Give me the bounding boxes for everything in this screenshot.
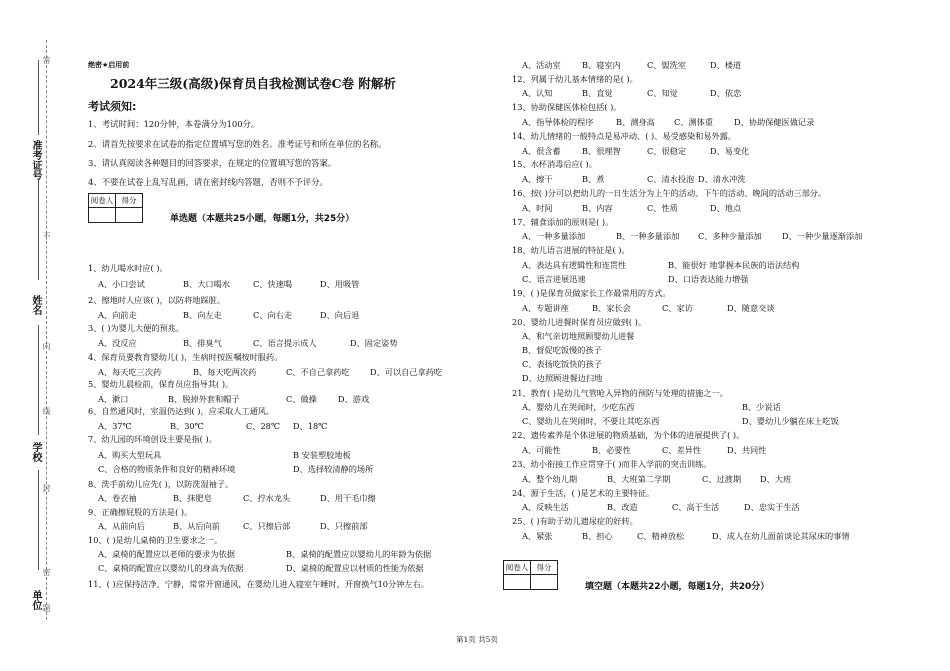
- secret-mark: 绝密★启用前: [88, 61, 130, 69]
- question-stem: 6、自然通风时，室温仍达到( )，应采取人工通风。: [88, 406, 275, 416]
- answer-option[interactable]: A、卷衣袖: [98, 493, 137, 503]
- answer-option[interactable]: A、认知: [522, 88, 553, 98]
- margin-label-name: 姓名: [30, 295, 41, 315]
- margin-char: 密: [42, 568, 51, 576]
- answer-option[interactable]: D、用干毛巾擦: [320, 493, 376, 503]
- answer-option[interactable]: D、易变化: [710, 146, 750, 156]
- answer-option[interactable]: A、很含蓄: [522, 146, 561, 156]
- answer-option[interactable]: B、担心: [582, 531, 613, 541]
- answer-option[interactable]: C、拧水龙头: [243, 493, 291, 503]
- question-stem: 10、( )是幼儿桌椅的卫生要求之一。: [88, 535, 223, 545]
- section-title-single-choice: 单选题（本题共25小题，每题1分，共25分）: [170, 214, 355, 224]
- answer-option[interactable]: C、精神放松: [637, 531, 685, 541]
- answer-option[interactable]: D、可以自己拿药吃: [370, 367, 443, 377]
- answer-option[interactable]: B、大口喝水: [183, 279, 230, 289]
- question-stem: 12、列属于幼儿基本情绪的是( )。: [512, 74, 638, 84]
- answer-option[interactable]: C、知觉: [647, 88, 678, 98]
- answer-option[interactable]: A、一种多量添加: [522, 231, 586, 241]
- question-stem: 9、正确擦屁股的方法是( )。: [88, 507, 193, 517]
- answer-option[interactable]: D、18℃: [293, 421, 328, 431]
- question-stem: 5、婴幼儿晨检前，保育员应指导其( )。: [88, 379, 234, 389]
- answer-option[interactable]: A、表达具有逻辑性和连贯性: [522, 260, 627, 270]
- score-box: [88, 193, 143, 223]
- answer-option[interactable]: A、专题讲座: [522, 303, 569, 313]
- answer-option[interactable]: B、少说话: [742, 402, 781, 412]
- notice-item: 3、请认真阅读各种题目的回答要求，在规定的位置填写您的答案。: [88, 158, 337, 168]
- answer-option[interactable]: D、选择较清静的场所: [293, 464, 374, 474]
- answer-option[interactable]: B、测身高: [616, 117, 655, 127]
- question-stem: 4、保育员要教育婴幼儿( )，生病时按医嘱按时服药。: [88, 352, 283, 362]
- question-stem: 17、辅食添加的原则是( )。: [512, 217, 614, 227]
- answer-option[interactable]: A、没反应: [98, 338, 137, 348]
- question-stem: 25、( )有助于幼儿遗尿症的好转。: [512, 516, 638, 526]
- margin-fill-line: [38, 180, 39, 280]
- binding-margin: [0, 0, 62, 671]
- reviewer-label: 阅卷人: [504, 561, 531, 575]
- margin-fill-line: [38, 60, 39, 135]
- answer-option[interactable]: C、测体重: [674, 117, 714, 127]
- answer-option[interactable]: B、很理智: [582, 146, 621, 156]
- answer-option[interactable]: C、向右走: [253, 310, 293, 320]
- answer-option[interactable]: B、必要性: [592, 445, 631, 455]
- answer-option[interactable]: D、一种少量逐渐添加: [782, 231, 863, 241]
- answer-option[interactable]: C、多种少量添加: [698, 231, 762, 241]
- answer-option[interactable]: D、忠实于生活: [744, 502, 800, 512]
- answer-option[interactable]: A、擦干: [522, 174, 553, 184]
- margin-char: 封: [42, 484, 51, 492]
- question-stem: 20、婴幼儿进餐时保育员应做到( )。: [512, 317, 647, 327]
- answer-option[interactable]: B、内容: [582, 203, 613, 213]
- answer-option[interactable]: D、随意交谈: [727, 303, 775, 313]
- answer-option[interactable]: C、家访: [662, 303, 693, 313]
- answer-option[interactable]: D、固定姿势: [350, 338, 398, 348]
- answer-option[interactable]: C、合格的物质条件和良好的精神环境: [98, 464, 236, 474]
- margin-label-exam-number: 准考证号: [30, 140, 41, 180]
- answer-option[interactable]: D、协助保健医做记录: [734, 117, 815, 127]
- notice-title: 考试须知:: [88, 100, 137, 113]
- answer-option[interactable]: C、不自己拿药吃: [286, 367, 350, 377]
- score-label: 得分: [531, 561, 558, 575]
- answer-option[interactable]: A、漱口: [98, 394, 129, 404]
- answer-option[interactable]: A、购买大型玩具: [98, 450, 162, 460]
- answer-option[interactable]: B、脱掉外套和帽子: [168, 394, 240, 404]
- question-stem: 3、( )为婴儿大便的预兆。: [88, 323, 185, 333]
- answer-option[interactable]: C、28℃: [246, 421, 281, 431]
- seal-dashed-line: [46, 40, 47, 620]
- answer-option[interactable]: B、直觉: [582, 88, 613, 98]
- answer-option[interactable]: A、活动室: [522, 60, 561, 70]
- answer-option[interactable]: A、桌椅的配置应以老师的要求为依据: [98, 549, 235, 559]
- reviewer-label: 阅卷人: [89, 194, 116, 208]
- question-stem: 22、遗传素养是个体进展的物质基础，为个体的进展提供了( )。: [512, 430, 745, 440]
- answer-option[interactable]: C、语言提示成人: [253, 338, 317, 348]
- score-cell[interactable]: [116, 208, 143, 223]
- question-stem: 23、幼小衔接工作应贯穿于( )而非入学前的突击训练。: [512, 459, 712, 469]
- answer-option[interactable]: C、差异性: [662, 445, 702, 455]
- margin-label-school: 学校: [30, 442, 41, 462]
- answer-option[interactable]: A、紧张: [522, 531, 553, 541]
- answer-option[interactable]: D、口语表达能力増强: [668, 274, 749, 284]
- score-label: 得分: [116, 194, 143, 208]
- answer-option[interactable]: A、每天吃三次药: [98, 367, 162, 377]
- margin-char: 线: [42, 407, 51, 415]
- answer-option[interactable]: C、桌椅的配置应以婴幼儿的身高为依据: [98, 563, 244, 573]
- answer-option[interactable]: B、寝室内: [582, 60, 621, 70]
- answer-option[interactable]: C、清水投泡: [647, 174, 695, 184]
- answer-option[interactable]: D、婴幼儿少躺在床上吃饭: [742, 416, 839, 426]
- notice-item: 1、考试时间：120分钟，本卷满分为100分。: [88, 119, 260, 129]
- answer-option[interactable]: B、改造: [607, 502, 638, 512]
- answer-option[interactable]: B 安装塑胶地板: [293, 450, 351, 460]
- answer-option[interactable]: C、高于生活: [672, 502, 720, 512]
- question-stem: 16、按( )分可以把幼儿的一日生活分为上午的活动、下午的活动、晚间的活动三部分。: [512, 188, 827, 198]
- answer-option[interactable]: C、只擦后部: [243, 521, 291, 531]
- answer-option[interactable]: A、从前向后: [98, 521, 145, 531]
- answer-option[interactable]: A、向前走: [98, 310, 137, 320]
- answer-option[interactable]: D、依恋: [710, 88, 742, 98]
- answer-option[interactable]: D、用吸管: [320, 279, 360, 289]
- answer-option[interactable]: B、能很好 地掌握本民族的语法结构: [668, 260, 800, 270]
- answer-option[interactable]: D、只擦前部: [320, 521, 368, 531]
- question-stem: 2、擦地时人应该( )，以防将地踩脏。: [88, 295, 226, 305]
- section-title-fill-blank: 填空题（本题共22小题，每题1分，共20分）: [585, 582, 770, 592]
- question-stem: 7、幼儿园的环境创设主要是指( )。: [88, 434, 217, 444]
- answer-option[interactable]: D、向后退: [320, 310, 360, 320]
- answer-option[interactable]: D、大班: [760, 474, 792, 484]
- page-number: 第1页 共5页: [456, 635, 498, 644]
- answer-option[interactable]: C、过渡期: [702, 474, 742, 484]
- answer-option[interactable]: B、每天吃两次药: [193, 367, 257, 377]
- answer-option[interactable]: B、督促吃饭慢的孩子: [522, 345, 602, 355]
- answer-option[interactable]: C、表扬吃饭快的孩子: [522, 359, 602, 369]
- answer-option[interactable]: D、边照顾进餐边扫地: [522, 373, 603, 383]
- answer-option[interactable]: B、从后向前: [173, 521, 220, 531]
- answer-option[interactable]: C、做操: [286, 394, 317, 404]
- notice-item: 2、请首先按要求在试卷的指定位置填写您的姓名、准考证号和所在单位的名称。: [88, 139, 387, 149]
- answer-option[interactable]: B、大班第二学期: [607, 474, 671, 484]
- answer-option[interactable]: B、家长会: [592, 303, 631, 313]
- answer-option[interactable]: C、很稳定: [647, 146, 687, 156]
- answer-option[interactable]: A、指导体检的程序: [522, 117, 594, 127]
- margin-char: 内: [42, 342, 51, 350]
- question-stem: 11、( )应保持洁净、宁静，常常开窗通风，在婴幼儿进入寝室午睡时，开窗换气10分钟左右。: [88, 579, 429, 589]
- answer-option[interactable]: D、共同性: [727, 445, 767, 455]
- answer-option[interactable]: D、楼道: [710, 60, 742, 70]
- answer-option[interactable]: A、小口尝试: [98, 279, 145, 289]
- answer-option[interactable]: C、盥洗室: [647, 60, 687, 70]
- answer-option[interactable]: B、向左走: [183, 310, 222, 320]
- answer-option[interactable]: B、排臭气: [183, 338, 222, 348]
- margin-char: 题: [42, 604, 51, 612]
- answer-option[interactable]: A、婴幼儿在哭闹时，少吃东西: [522, 402, 635, 412]
- score-cell[interactable]: [531, 575, 558, 590]
- margin-fill-line: [38, 325, 39, 435]
- answer-option[interactable]: D、桌椅的配置应以材质的性能为依据: [286, 563, 424, 573]
- answer-option[interactable]: B、一种多量添加: [616, 231, 680, 241]
- answer-option[interactable]: A、37℃: [98, 421, 132, 431]
- exam-title: 2024年三级(高级)保育员自我检测试卷C卷 附解析: [110, 76, 396, 91]
- margin-fill-line: [38, 470, 39, 570]
- answer-option[interactable]: B、30℃: [170, 421, 204, 431]
- question-stem: 19、( )是保育员做家长工作最常用的方式。: [512, 288, 671, 298]
- answer-option[interactable]: A、反映生活: [522, 502, 569, 512]
- margin-char: 答: [42, 56, 51, 64]
- answer-option[interactable]: A、时间: [522, 203, 553, 213]
- notice-item: 4、不要在试卷上乱写乱画，请在密封线内答题，否则不予评分。: [88, 177, 328, 187]
- answer-option[interactable]: A、整个幼儿期: [522, 474, 578, 484]
- answer-option[interactable]: B、桌椅的配置应以婴幼儿的年龄为依据: [286, 549, 432, 559]
- question-stem: 21、教育( )是幼儿气管呛入异物的预防与处理的措施之一。: [512, 388, 728, 398]
- question-stem: 14、幼儿情绪的一般特点是易冲动、( )、易受感染和易外露。: [512, 131, 737, 141]
- margin-label-unit: 单位: [30, 590, 41, 610]
- answer-option[interactable]: C、语言进展迅速: [522, 274, 586, 284]
- answer-option[interactable]: A、和气亲切地照顾婴幼儿进餐: [522, 331, 635, 341]
- answer-option[interactable]: C、性质: [647, 203, 678, 213]
- answer-option[interactable]: D、清水冲洗: [698, 174, 746, 184]
- question-stem: 15、水杯消毒后应( )。: [512, 159, 597, 169]
- answer-option[interactable]: C、婴幼儿在哭闹时，不要让其吃东西: [522, 416, 660, 426]
- answer-option[interactable]: B、煮: [582, 174, 605, 184]
- answer-option[interactable]: D、成人在幼儿面前谈论其尿床的事情: [712, 531, 850, 541]
- answer-option[interactable]: D、游戏: [338, 394, 370, 404]
- margin-char: 不: [42, 232, 51, 240]
- question-stem: 24、源于生活，( )是艺术的主要特征。: [512, 488, 655, 498]
- reviewer-cell[interactable]: [89, 208, 116, 223]
- reviewer-cell[interactable]: [504, 575, 531, 590]
- question-stem: 18、幼儿语言进展的特征是( )。: [512, 245, 630, 255]
- question-stem: 8、洗手前幼儿应先( )，以防洗湿袖子。: [88, 479, 234, 489]
- answer-option[interactable]: B、抹肥皂: [173, 493, 212, 503]
- answer-option[interactable]: A、可能性: [522, 445, 561, 455]
- answer-option[interactable]: D、地点: [710, 203, 742, 213]
- question-stem: 1、幼儿喝水时应( )。: [88, 263, 168, 273]
- question-stem: 13、协助保健医体检包括( )。: [512, 102, 622, 112]
- answer-option[interactable]: C、快速喝: [253, 279, 293, 289]
- score-box: [503, 560, 558, 590]
